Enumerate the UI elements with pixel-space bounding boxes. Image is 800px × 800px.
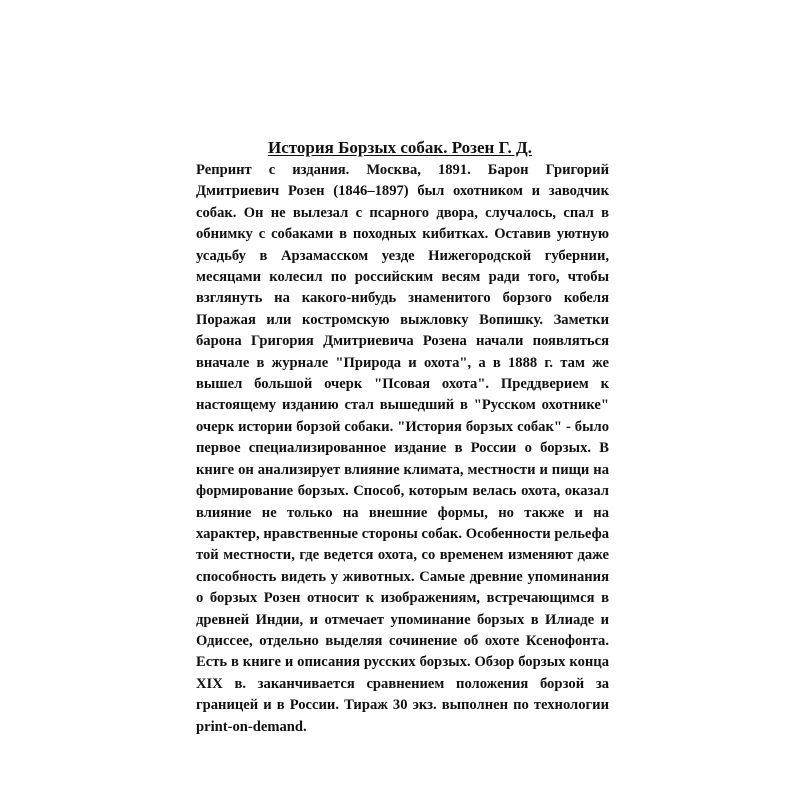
document-title: История Борзых собак. Розен Г. Д. [268, 138, 532, 157]
document-body-text: Репринт с издания. Москва, 1891. Барон Григорий Дмитриевич Розен (1846–1897) был охотником и заводчик собак. Он не вылезал с псарного двора, случалось, спал в обнимку с собаками в походных кибитках. Оставив уютную усадьбу в Арзамасском уезде Нижегородской губернии, месяцами колесил по российским весям ради того, чтобы взглянуть на какого-нибудь знаменитого борзого кобеля Поражая или костромскую выжловку Вопишку. Заметки барона Григория Дмитриевича Розена начали появляться вначале в журнале "Природа и охота", а в 1888 г. там же вышел большой очерк "Псовая охота". Преддверием к настоящему изданию стал вышедший в "Русском охотнике" очерк истории борзой собаки. "История борзых собак" - было первое специализированное издание в России о борзых. В книге он анализирует влияние климата, местности и пищи на формирование борзых. Способ, которым велась охота, оказал влияние не только на внешние формы, но также и на характер, нравственные стороны собак. Особенности рельефа той местности, где ведется охота, со временем изменяют даже способность видеть у животных. Самые древние упоминания о борзых Розен относит к изображениям, встречающимся в древней Индии, и отмечает упоминание борзых в Илиаде и Одиссее, отдельно выделяя сочинение об охоте Ксенофонта. Есть в книге и описания русских борзых. Обзор борзых конца XIX в. заканчивается сравнением положения борзой за границей и в России. Тираж 30 экз. выполнен по технологии print-on-demand. [196, 162, 609, 735]
